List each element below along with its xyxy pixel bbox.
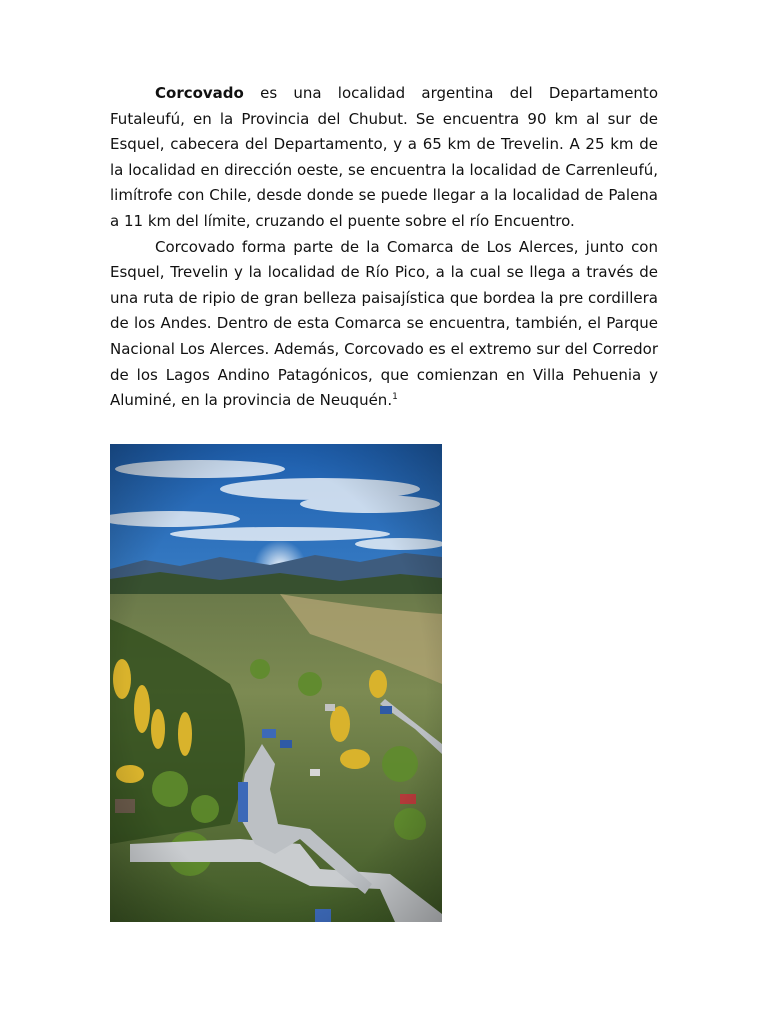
paragraph-intro-body: es una localidad argentina del Departamento Futaleufú, en la Provincia del Chubut. Se encuentra 90 km al sur de Esquel, cabecera del Departamento, y a 65 km de Trevelin. A 25 km de la localidad en dirección oeste, se encuentra la localidad de Carrenleufú, limítrofe con Chile, desde donde se puede llegar a la localidad de Palena a 11 km del límite, cruzando el puente sobre el río Encuentro.: [110, 84, 658, 230]
footnote-ref[interactable]: 1: [392, 392, 398, 403]
paragraph-comarca-body: Corcovado forma parte de la Comarca de Los Alerces, junto con Esquel, Trevelin y la localidad de Río Pico, a la cual se llega a través de una ruta de ripio de gran belleza paisajística que bordea la pre cordillera de los Andes. Dentro de esta Comarca se encuentra, también, el Parque Nacional Los Alerces. Además, Corcovado es el extremo sur del Corredor de los Lagos Andino Patagónicos, que comienzan en Villa Pehuenia y Aluminé, en la provincia de Neuquén.: [110, 237, 658, 410]
paragraph-comarca: [110, 235, 658, 414]
town-name-bold: Corcovado: [155, 84, 244, 102]
text-block: [110, 81, 658, 414]
aerial-town-photo: [110, 444, 442, 922]
paragraph-intro: [110, 81, 658, 235]
